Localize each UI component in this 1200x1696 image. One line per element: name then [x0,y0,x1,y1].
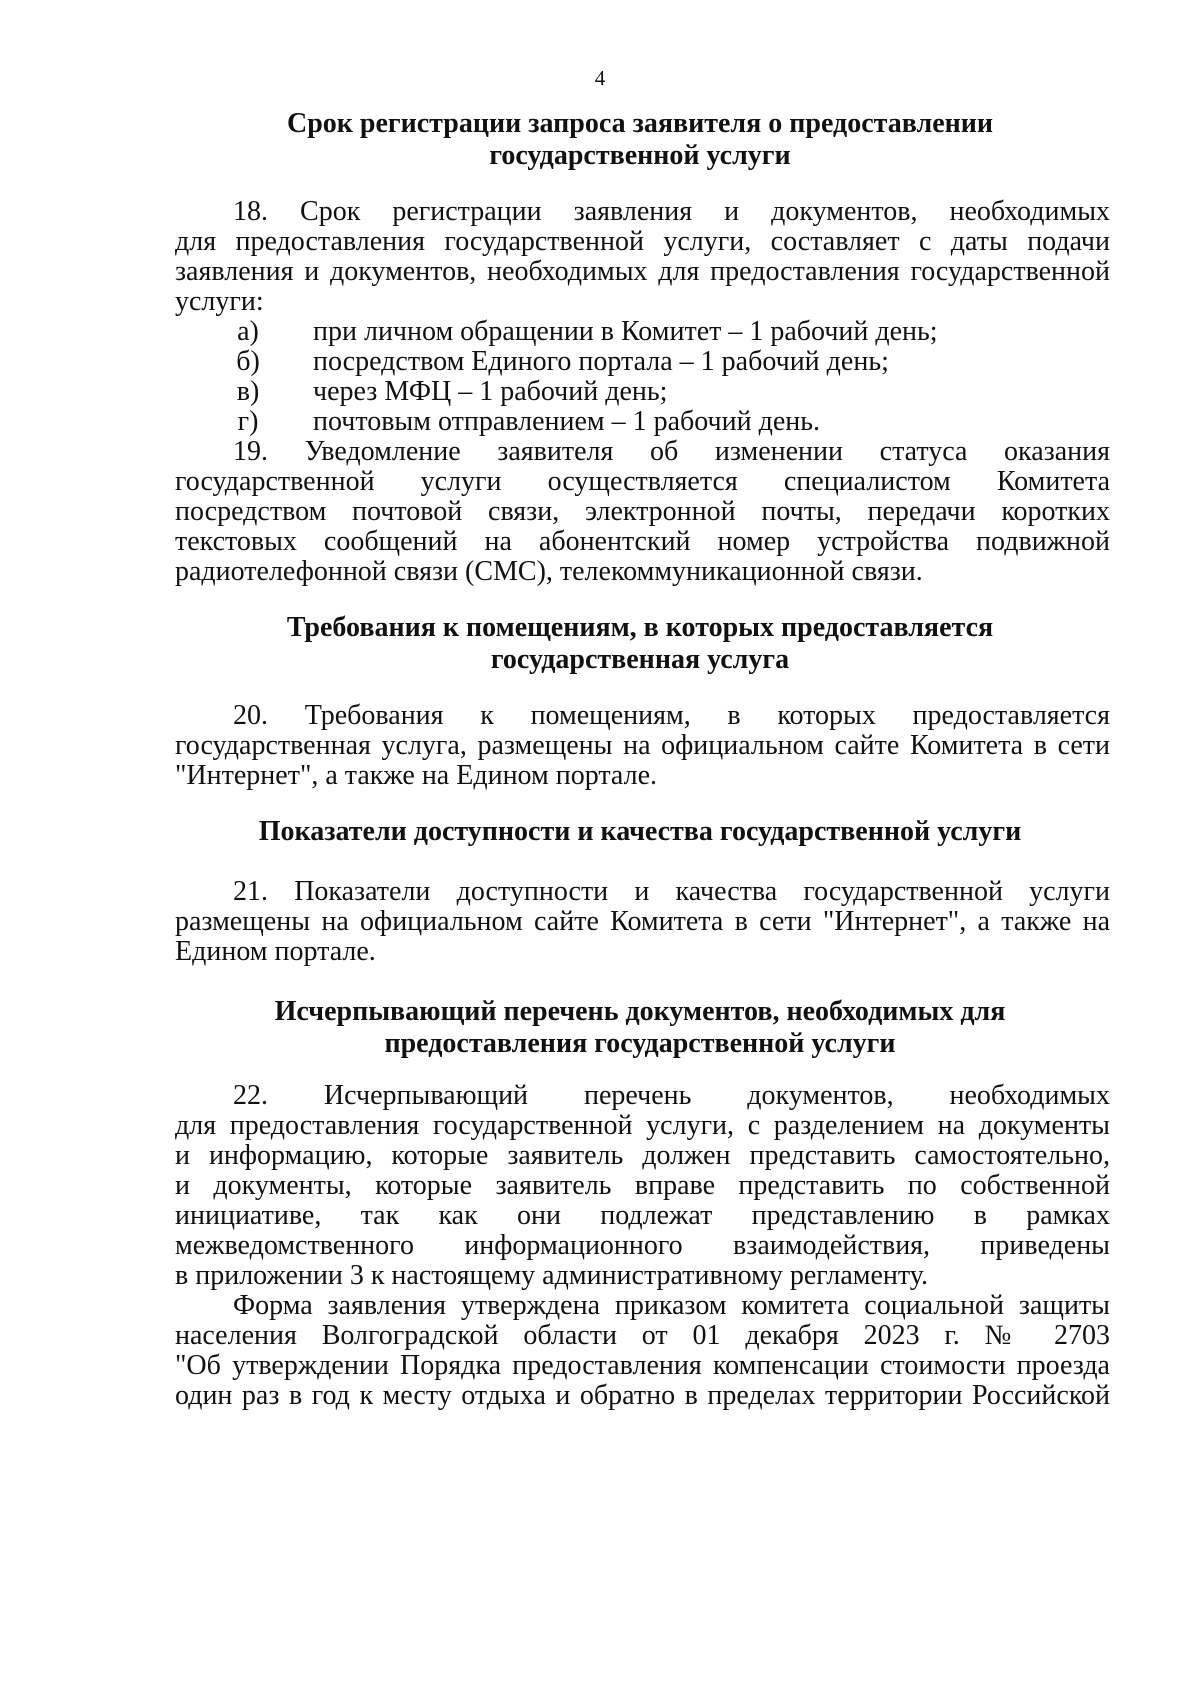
paragraph-22-line: межведомственного информационного взаимодействия, приведены [175,1230,1110,1261]
paragraph-22-line: для предоставления государственной услуги, с разделением на документы [175,1110,1110,1141]
paragraph-18-line: 18. Срок регистрации заявления и документов, необходимых [233,196,1110,227]
list-text: посредством Единого портала – 1 рабочий день; [313,346,889,377]
paragraph-form-line: населения Волгоградской области от 01 декабря 2023 г. № 2703 [175,1320,1110,1351]
section-heading-documents: Исчерпывающий перечень документов, необходимых для предоставления государственной услуги [274,996,1006,1059]
list-text: почтовым отправлением – 1 рабочий день. [313,406,821,437]
paragraph-18-line: для предоставления государственной услуги, составляет с даты подачи [175,226,1110,257]
paragraph-19-line: радиотелефонной связи (СМС), телекоммуникационной связи. [175,556,923,587]
paragraph-22-line: инициативе, так как они подлежат представлению в рамках [175,1200,1110,1231]
section-heading-premises: Требования к помещениям, в которых предоставляется государственная услуга [286,612,994,675]
paragraph-19-line: 19. Уведомление заявителя об изменении статуса оказания [233,436,1110,467]
section-heading-registration: Срок регистрации запроса заявителя о предоставлении государственной услуги [286,108,994,171]
paragraph-20-line: "Интернет", а также на Едином портале. [175,760,658,791]
paragraph-18-line: услуги: [175,286,264,317]
paragraph-form-line: один раз в год к месту отдыха и обратно в пределах территории Российской [175,1380,1110,1411]
page-number: 4 [594,66,606,90]
list-marker: а) [237,316,259,347]
paragraph-22-line: в приложении 3 к настоящему административному регламенту. [175,1260,928,1291]
paragraph-20-line: 20. Требования к помещениям, в которых предоставляется [233,700,1110,731]
list-marker: в) [236,376,260,407]
paragraph-21-line: 21. Показатели доступности и качества государственной услуги [233,876,1110,907]
paragraph-20-line: государственная услуга, размещены на официальном сайте Комитета в сети [175,730,1110,761]
paragraph-21-line: Едином портале. [175,936,376,967]
paragraph-19-line: текстовых сообщений на абонентский номер устройства подвижной [175,526,1110,557]
paragraph-19-line: посредством почтовой связи, электронной почты, передачи коротких [175,496,1110,527]
paragraph-18-line: заявления и документов, необходимых для предоставления государственной [175,256,1110,287]
paragraph-22-line: и информацию, которые заявитель должен представить самостоятельно, [175,1140,1110,1171]
paragraph-21-line: размещены на официальном сайте Комитета в сети "Интернет", а также на [175,906,1110,937]
paragraph-19-line: государственной услуги осуществляется специалистом Комитета [175,466,1110,497]
paragraph-22-line: 22. Исчерпывающий перечень документов, необходимых [233,1080,1110,1111]
paragraph-form-line: "Об утверждении Порядка предоставления компенсации стоимости проезда [175,1350,1110,1381]
list-text: через МФЦ – 1 рабочий день; [313,376,668,407]
paragraph-form-line: Форма заявления утверждена приказом комитета социальной защиты [233,1290,1110,1321]
list-text: при личном обращении в Комитет – 1 рабочий день; [313,316,938,347]
list-marker: б) [236,346,260,377]
section-heading-quality: Показатели доступности и качества государственной услуги [258,816,1022,847]
paragraph-22-line: и документы, которые заявитель вправе представить по собственной [175,1170,1110,1201]
list-marker: г) [237,406,259,437]
